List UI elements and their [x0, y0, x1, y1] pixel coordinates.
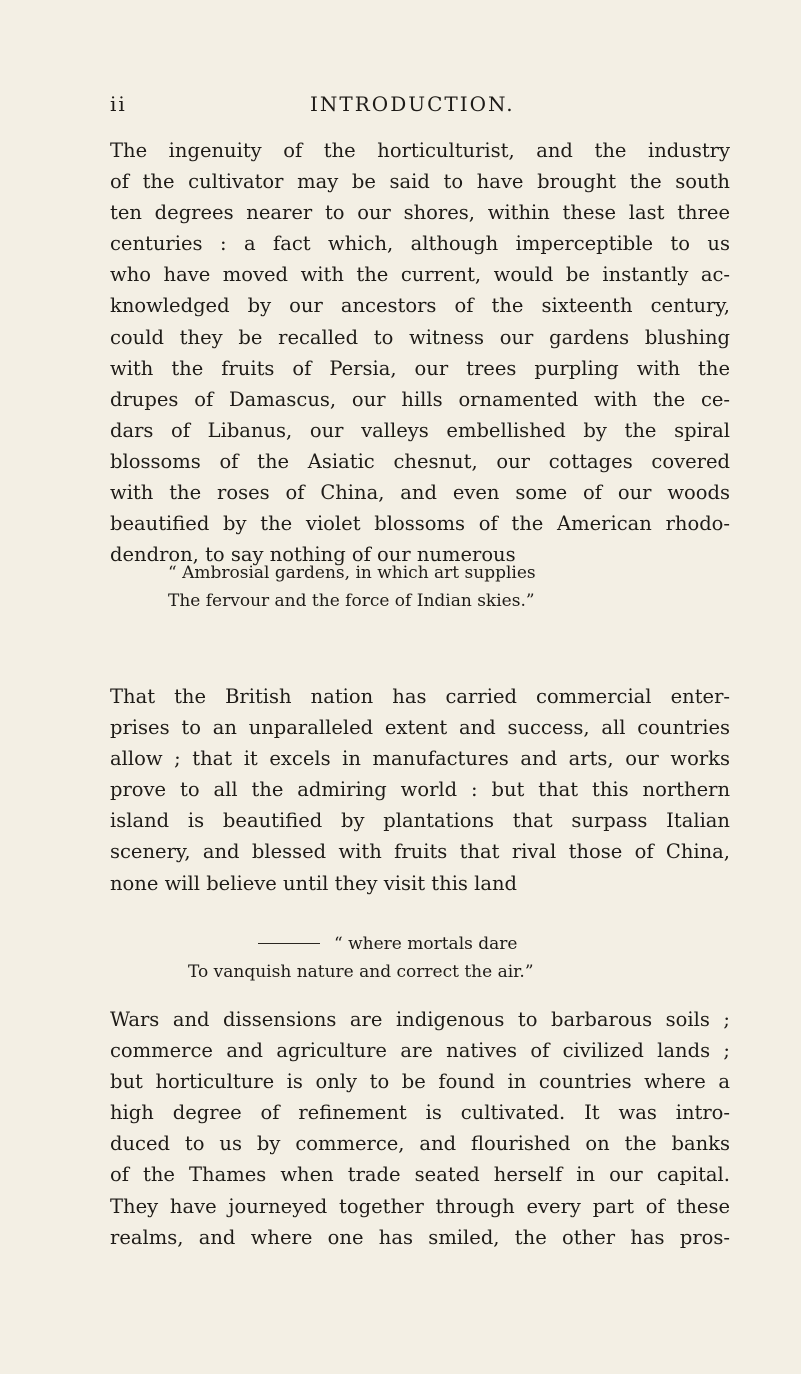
text-line: ten degrees nearer to our shores, within these last three [110, 201, 730, 225]
text-line: with the roses of China, and even some of our woods [110, 481, 730, 505]
paragraph-3 [110, 1004, 730, 1253]
dash-rule [258, 943, 320, 944]
paragraph-2 [110, 681, 730, 899]
text-line: dendron, to say nothing of our numerous [110, 543, 516, 567]
text-line: of the Thames when trade seated herself in our capital. [110, 1163, 730, 1187]
text-line: The ingenuity of the horticulturist, and the industry [110, 139, 730, 162]
text-line: centuries : a fact which, although imperceptible to us [110, 232, 730, 256]
text-line: could they be recalled to witness our gardens blushing [110, 325, 730, 349]
text-line: island is beautified by plantations that surpass Italian [110, 809, 730, 833]
verse-line [188, 930, 534, 958]
text-line: dars of Libanus, our valleys embellished by the spiral [110, 418, 730, 442]
text-line: commerce and agriculture are natives of civilized lands ; [110, 1039, 730, 1063]
text-line: They have journeyed together through every part of these [110, 1194, 730, 1218]
verse-line: “ Ambrosial gardens, in which art supplies [168, 563, 536, 583]
text-line: who have moved with the current, would be instantly ac- [110, 263, 730, 287]
verse-line: To vanquish nature and correct the air.” [188, 962, 534, 982]
text-line: none will believe until they visit this land [110, 871, 518, 895]
verse-line: The fervour and the force of Indian skies.” [168, 591, 535, 611]
running-title: INTRODUCTION. [310, 92, 515, 116]
text-line: drupes of Damascus, our hills ornamented with the ce- [110, 387, 730, 411]
verse-quote-2 [188, 930, 534, 986]
page-number: ii [110, 92, 127, 116]
text-line: duced to us by commerce, and flourished on the banks [110, 1132, 730, 1156]
text-line: realms, and where one has smiled, the other has pros- [110, 1225, 730, 1249]
verse-quote-1 [168, 559, 536, 615]
text-line: prove to all the admiring world : but that this northern [110, 778, 730, 802]
text-line: but horticulture is only to be found in countries where a [110, 1070, 730, 1094]
text-line: blossoms of the Asiatic chesnut, our cottages covered [110, 449, 730, 473]
text-line: with the fruits of Persia, our trees purpling with the [110, 356, 730, 380]
verse-text: “ where mortals dare [334, 934, 518, 954]
running-head [110, 92, 730, 118]
text-line: That the British nation has carried commercial enter- [110, 685, 730, 708]
text-line: allow ; that it excels in manufactures and arts, our works [110, 747, 730, 771]
text-line: knowledged by our ancestors of the sixteenth century, [110, 294, 730, 318]
text-line: prises to an unparalleled extent and success, all countries [110, 716, 730, 740]
text-line: high degree of refinement is cultivated. It was intro- [110, 1101, 730, 1125]
paragraph-1 [110, 135, 730, 570]
text-line: Wars and dissensions are indigenous to barbarous soils ; [110, 1008, 730, 1031]
text-line: scenery, and blessed with fruits that rival those of China, [110, 840, 730, 864]
text-line: beautified by the violet blossoms of the American rhodo- [110, 512, 730, 536]
text-line: of the cultivator may be said to have brought the south [110, 170, 730, 194]
